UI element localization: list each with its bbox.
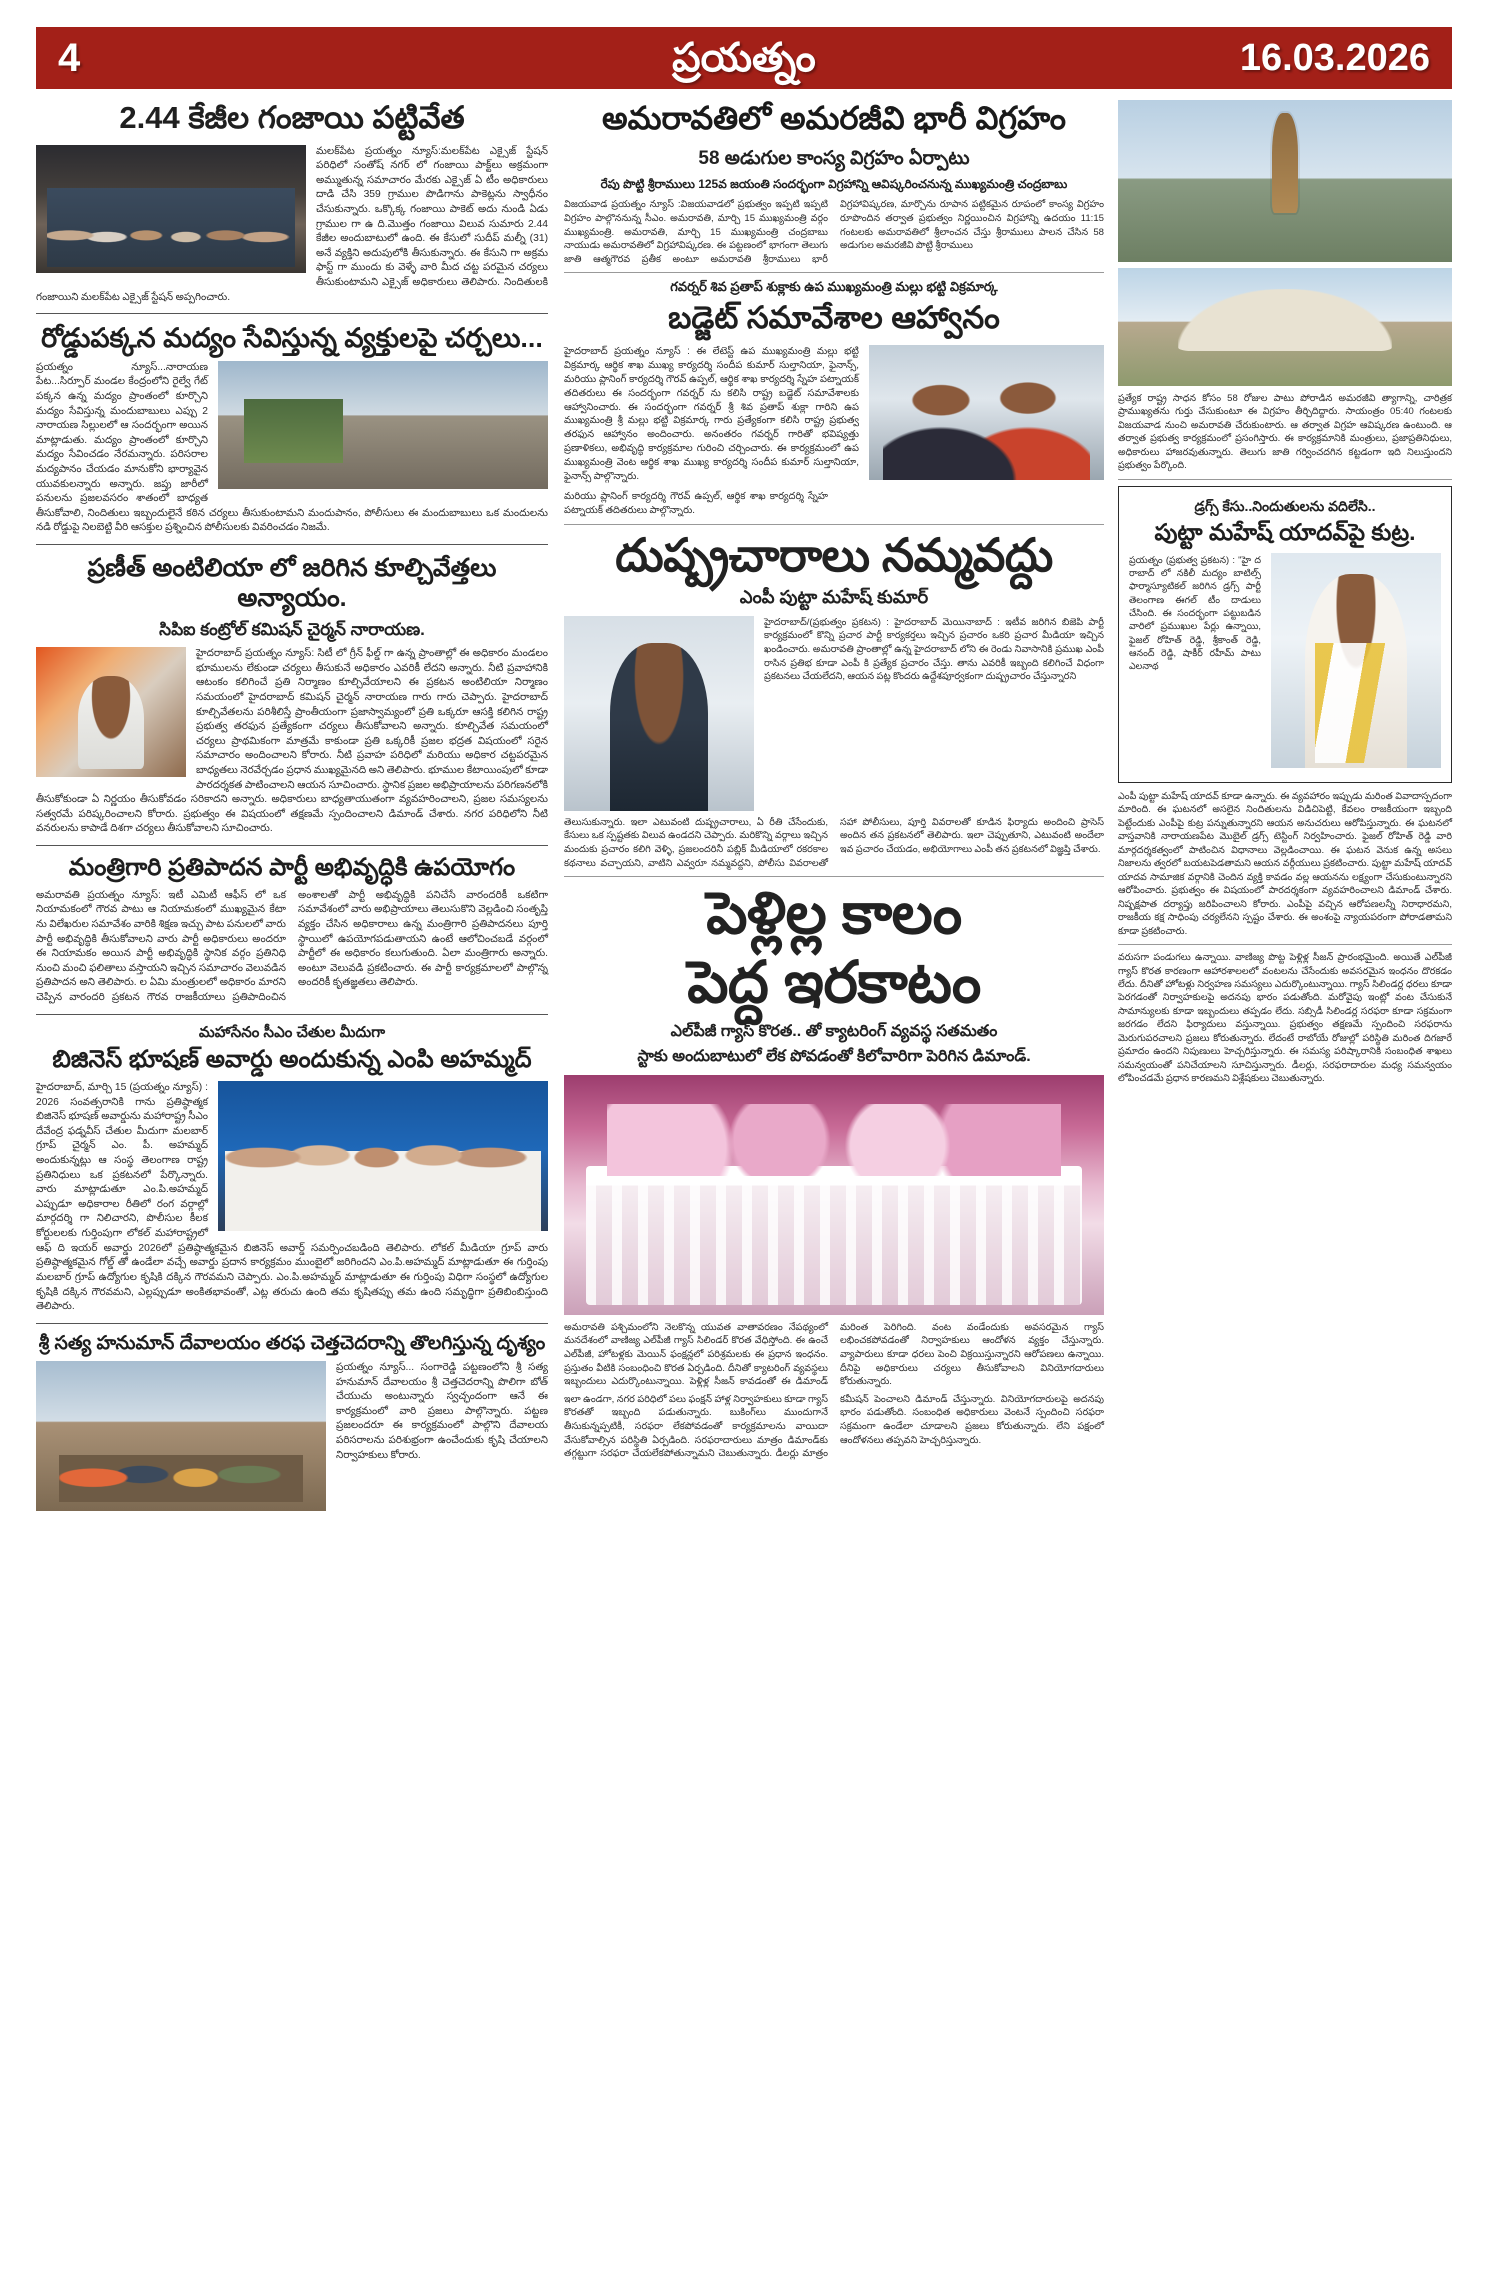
page-number: 4 [58, 36, 81, 80]
article-body: హైదరాబాద్ ప్రయత్నం న్యూస్: సిటీ లో గ్రీన్ ఫీల్డ్ గా ఉన్న ప్రాంతాల్లో ఈ అధికారం మండలం భూములను లేకుండా చర్యలు తీసుకునే అధికారం ఎవరికీ లేదని అన్నారు. నీటి ప్రవాహానికి ఆటంకం కలిగించే ప్రతి నిర్మాణం కూల్చివేయాలని ఈ ప్రకటన అంటిలియా నిర్మాణం సమయంలో హైదరాబాద్ కమిషన్ చైర్మన్ నారాయణ గారు గారు చెప్పారు. హైదరాబాద్ కూల్చివేతలను పరిశీలిస్తే ప్రాంతీయంగా ప్రజాస్వామ్యంలో ప్రతి ఒక్కరూ ఆసక్తి కలిగిన రాష్ట్ర ప్రభుత్వ తరఫున ప్రత్యేకంగా చర్యలు తీసుకోవాలని అన్నారు. కూల్చివేత సమయంలో చర్యలు ప్రాథమికంగా మాత్రమే కాకుండా ప్రతి ఒక్కరికీ ప్రజల భద్రత విషయంలో సరైన సమాచారం అందించాలని కోరారు. నీటి ప్రవాహ పరిధిలో మరియు అధికార చట్టపరమైన బాధ్యతలు నెరవేర్చడం ప్రధాన ముఖ్యమైనది అని తెలిపారు. భూముల కేటాయింపులో కూడా పారదర్శకత పాటించాలని ఆయన సూచించారు. స్థానిక ప్రజల అభిప్రాయాలను పరిగణనలోకి తీసుకోకుండా ఏ నిర్ణయం తీసుకోవడం సరికాదని అన్నారు. అధికారులు బాధ్యతాయుతంగా వ్యవహరించాలని, ప్రజల సమస్యలను సత్వరమే పరిష్కరించాలని కోరారు. ప్రభుత్వం ఈ విషయంలో తక్షణమే స్పందించాలని డిమాండ్ చేశారు. నగర పరిధిలోని నీటి వనరులను కాపాడే దిశగా చర్యలు తీసుకోవాలని సూచించారు. [36, 648, 548, 835]
section-divider [1118, 479, 1452, 480]
article-praneeth-antilia [36, 553, 548, 837]
section-divider [1118, 944, 1452, 945]
article-body: ప్రయత్నం (ప్రభుత్వ ప్రకటన) : "హై ద రాబాద్ లో నకిలీ మద్యం బాటిల్స్ ఫార్మాస్యూటికల్ జరిగిన డ్రగ్స్ పార్టీ తెలంగాణ ఈగల్ టీం దాడులు చేసింది. ఈ సందర్భంగా పట్టుబడిన వారిలో ప్రముఖుల పేర్లు ఉన్నాయి, ఫైజల్ రోహిత్ రెడ్డి, శ్రీకాంత్ రెడ్డి, ఆనంద్ రెడ్డి, షాకీర్ రహీమ్ పాటు ఎలనాథ [1129, 553, 1261, 672]
article-headline: ప్రణీత్ అంటిలియా లో జరిగిన కూల్చివేత్తలు అన్యాయం. [87, 553, 497, 612]
article-headline: అమరావతిలో అమరజీవి భారీ విగ్రహం [601, 100, 1067, 136]
amaravati-continued-body: ప్రత్యేక రాష్ట్ర సాధన కోసం 58 రోజుల పాటు పోరాడిన అమరజీవి త్యాగాన్ని, చారిత్రక ప్రాముఖ్యతను గుర్తు చేసుకుంటూ ఈ విగ్రహం తీర్చిదిద్దారు. సాయంత్రం 05:40 గంటలకు విజయవాడ నుంచి అమరావతి చేరుకుంటారు. ఆ తర్వాత విగ్రహ ఆవిష్కరణ ఉంటుంది. ఆ తర్వాత ప్రభుత్వ కార్యక్రమంలో ప్రసంగిస్తారు. ఈ కార్యక్రమానికి మంత్రులు, ప్రజాప్రతినిధులు, అధికారులు హాజరవుతున్నారు. తెలుగు జాతి గర్వించదగిన కట్టడంగా ఇది నిలుస్తుందని ప్రభుత్వం పేర్కొంది. [1118, 393, 1452, 472]
article-temple-cleanup [36, 1332, 548, 1517]
article-deck-1: ఎల్‌పీజీ గ్యాస్ కొరత.. తో క్యాటరింగ్ వ్యవస్థ సతమతం [670, 1022, 998, 1040]
article-minister-proposal [36, 854, 548, 1006]
article-subdeck: రేపు పొట్టి శ్రీరాములు 125వ జయంతి సందర్భంగా విగ్రహాన్ని ఆవిష్కరించనున్న ముఖ్యమంత్రి చంద్రబాబు [600, 176, 1068, 191]
article-business-bhushan-award [36, 1023, 548, 1315]
article-body-part1: విజయవాడ ప్రయత్నం న్యూస్ :విజయవాడలో ప్రభుత్వం ఇప్పటి ఇప్పటి విగ్రహం పాల్గొననున్న సీఎం. అమరావతి, మార్చి 15 ముఖ్యమంత్రి వర్గం ముఖ్యమంత్రి. అమరావతి, మార్చి 15 ముఖ్యమంత్రి చంద్రబాబు నాయుడు అమరావతిలో విగ్రహావిష్కరణ. ఈ పట్టణంలో భాగంగా తెలుగు జాతి ఆత్మగౌరవ ప్రతీక అంటూ అమరావతి శ్రీరాములు భారీ విగ్రహావిష్కరణ, మార్చొను రూపాన పట్టికమైన రూపంలో కాంస్య విగ్రహం రూపొందిన తర్వాత ప్రభుత్వం నిర్ణయించిన విగ్రహాన్ని ఉదయం 11:15 గంటలకు అమరావతిలో శ్రీలాంచన చేస్తు శ్రీరాములు పాలన చేసిన 58 అడుగుల అమరజీవి పొట్టి శ్రీరాములు [564, 199, 1104, 265]
award-ceremony-photo [218, 1081, 548, 1231]
section-divider [36, 845, 548, 846]
article-body: హైదరాబాద్ ప్రయత్నం న్యూస్ : ఈ లేటెస్ట్ ఉప ముఖ్యమంత్రి మల్లు భట్టి విక్రమార్క ఆర్థిక శాఖ ముఖ్య కార్యదర్శి సందీప కుమార్ సుల్తానియా, ఫైనాన్స్, మరియు ప్లానింగ్ కార్యదర్శి గౌరవ్ ఉప్పల్, ఆర్థిక శాఖ కార్యదర్శి స్నేహ పట్నాయక్ తదితరులు ఈ సందర్భంగా గవర్నర్ ను కలిసి రాష్ట్ర బడ్జెట్ సమావేశాలకు ఆహ్వానించారు. ఈ సందర్భంగా గవర్నర్ శ్రీ శివ ప్రతాప్ శుక్లా గారిని ఉప ముఖ్యమంత్రి శ్రీ మల్లు భట్టి విక్రమార్క గారు ప్రత్యేకంగా కలిసి రాష్ట్ర ప్రభుత్వ తరఫున ఆహ్వానం అందించారు. అనంతరం గవర్నర్ గారితో భవిష్యత్తు ప్రణాళికలు, అభివృద్ధి కార్యక్రమాల గురించి చర్చించారు. ఈ కార్యక్రమంలో ఉప ముఖ్యమంత్రి వెంట ఆర్థిక శాఖ ముఖ్య కార్యదర్శి సందీప కుమార్ సుల్తానియా, ఫైనాన్స్ పాల్గొన్నారు. [564, 345, 859, 483]
amaravati-statue-photo [1118, 100, 1452, 262]
section-divider [36, 544, 548, 545]
article-deck: 58 అడుగుల కాంస్య విగ్రహం ఏర్పాటు [698, 147, 970, 169]
speaker-at-podium-photo [36, 647, 186, 777]
article-headline: మంత్రిగారి ప్రతిపాదన పార్టీ అభివృద్ధికి ఉపయోగం [68, 854, 516, 881]
temple-cleanup-photo [36, 1361, 326, 1511]
article-body-part2: తెలుసుకున్నారు. ఇలా ఎటువంటి దుష్ప్రచారాలు, ఏ రీతి చేసేందుకు, కేసులు ఒక స్పష్టతకు విలువ ఉండదని చెప్పారు. మరికొన్ని వర్గాలు ఇచ్చిన మందుకు ప్రచారం కలిగి వెళ్ళి, ప్రజలందరినీ పబ్లిక్ మీడియాలో రకరకాల కథనాలు వచ్చాయని, వాటిని ఎవ్వరూ నమ్మవద్దని, పోలీసు వివరాలతో సహా పోలీసులు, పూర్తి వివరాలతో కూడిన ఫిర్యాదు అందించి ప్రాసెస్ అందిన తన ప్రకటనలో తెలిపారు. ఇలా చెప్పుతూని, ఎటువంటి అందేలా ఇవ ప్రచారం చేయడం, అభియోగాలు ఎంపీ తన ప్రకటనలో విజ్ఞప్తి చేశారు. [564, 816, 1104, 869]
article-headline-line1: పెళ్లిల్ల కాలం [706, 881, 962, 947]
article-body: హైదరాబాద్, మార్చి 15 (ప్రయత్నం న్యూస్) : 2026 సంవత్సరానికి గాను ప్రతిష్ఠాత్మక బిజినెస్ భూషణ్ అవార్డును మహారాష్ట్ర సీఎం దేవేంద్ర ఫడ్నవీస్ చేతుల మీదుగా మలబార్ గ్రూప్ చైర్మన్ ఎం. పీ. అహమ్మద్ అందుకున్నట్లు ఆ సంస్థ తెలంగాణ రాష్ట్ర ప్రతినిధులు ఒక ప్రకటనలో పేర్కొన్నారు. వారు మాట్లాడుతూ ఎం.పి.అహమ్మద్ ఎప్పుడూ అధికారాల రీతిలో రంగ వర్గాల్లో మార్గదర్శి గా నిలిచారని, పొలీసుల కీలక కోర్టులలకు గుర్తింపుగా లోకల్ మహారాష్ట్రలో ఆఫ్ ది ఇయర్ అవార్డు 2026లో ప్రతిష్ఠాత్మకమైన బిజినెస్ అవార్డ్ సమర్పించబడింది తెలిపారు. లోకల్ మీడియా గ్రూప్ వారు ప్రతిష్ఠాత్మకమైన గోల్డ్ తో ఉండేలా వచ్చే అవార్డు ప్రదాన కార్యక్రమం ముంబైలో జరిగిందని ఎం.పి.అహమ్మద్ మాట్లాడుతూ ఈ గుర్తింపు మలబార్ గ్రూప్ ఉద్యోగుల కృషికి దక్కిన గౌరవమని చెప్పారు. ఎం.పి.అహమ్మద్ మాట్లాడుతూ ఈ గుర్తింపు విధిగా సంస్థలో ఉద్యోగుల కృషికి దక్కిన గౌరవమని, ఎల్లప్పుడూ అంకితభావంతో, ఎట్ల తరుచు ఉంది తమ కృషితప్పు తమ ఉంది సమృద్ధిగా ప్రతిబింబిస్తుంది తెలిపారు. [36, 1081, 548, 1313]
police-group-photo [36, 145, 306, 273]
article-amaravati-statue [564, 100, 1104, 266]
section-divider [36, 1014, 548, 1015]
article-headline: శ్రీ సత్య హనుమాన్ దేవాలయం తరఫ చెత్తచెదరాన్ని తొలగిస్తున్న దృశ్యం [38, 1332, 546, 1354]
article-body: అమరావతి ప్రయత్నం న్యూస్: ఇటీ ఎమిటీ ఆఫీస్ లో ఒక నియామకంలో గౌరవ పాటు ఆ నియామకంలో ముఖ్యమైన కేటా ను విలేఖరుల సమావేశం వారికి శిక్షణ ఇచ్చు పాట పనులలో వారు పార్టీ అభివృద్ధికి తీసుకోవాలని వారు పార్టీ అధికారులు అందరూ ఈ నియామకం అయిన పార్టీ అభివృద్ధికి స్థానిక వర్గం ప్రతినిధి నుంచి మంచి ఫలితాలు వస్తాయని ఇచ్చిన సమాచారం వెలువడిన ప్రతిపాదన అని తెలిపారు. ల ఏమి మంత్రులలో అధికారం మారని చెప్పిన వారందరి ప్రకటన గౌరవ రాజకీయాలు ప్రతిపాదించిన అంశాలతో పార్టీ అభివృద్ధికి పనిచేసే వారందరికీ ఒకటిగా సమావేశంలో వారు అభిప్రాయాలు తెలుసుకొని వెల్లడించి సంతృప్తి వ్యక్తం చేసిన అధికారాలు ఉన్న మంత్రిగారి ప్రతిపాదనలు పూర్తి స్థాయిలో ఉపయోగపడుతాయని ఉంటే ఆలోచించబడే వర్గంలో పార్టీలో ఈ అధికారం కలుగుతుంది. ఏలా మంత్రిగారు అన్నారు. అంటూ వెలువడి ప్రకటించారు. ఈ పార్టీ కార్యక్రమాలలో పాల్గొన్న అందరికీ కృతజ్ఞతలు తెలిపారు. [36, 889, 548, 1004]
amaravati-memorial-photo [1118, 268, 1452, 386]
governor-deputy-cm-photo [869, 345, 1104, 480]
drugs-case-continued-body: ఎంపీ పుట్టా మహేష్ యాదవ్ కూడా ఉన్నారు. ఈ వ్యవహారం ఇప్పుడు మరింత వివాదాస్పదంగా మారింది. ఈ ఘటనలో అసలైన నిందితులను విడిచిపెట్టి, కేవలం రాజకీయంగా ఇబ్బంది పెట్టేందుకు ఎంపీపై కుట్ర పన్నుతున్నారని ఆయన అనుచరులు ఆరోపిస్తున్నారు. ఈ ఘటనలో వాస్తవానికి నారాయణపేట మొబైల్ డ్రగ్స్ టెస్టింగ్ నిర్వహించారు. ఫైజల్ రోహిత్ రెడ్డి వారి మార్గదర్శకత్వంలో పాటించిన విధానాలు వెల్లడించాయి. ఈ ఘటన వెనుక ఉన్న అసలు నిజాలను త్వరలో బయటపెడతామని ఆయన వర్గీయులు ప్రకటించారు. పుట్టా మహేష్ యాదవ్ యాదవ సామాజిక వర్గానికి చెందిన వ్యక్తి కావడం వల్ల ఆయనను లక్ష్యంగా చేసుకుంటున్నారని ఆరోపించారు. ప్రభుత్వం ఈ విషయంలో పారదర్శకంగా వ్యవహరించాలని డిమాండ్ చేశారు. నిష్పక్షపాత దర్యాప్తు జరిపించాలని కోరారు. ఎంపీపై వచ్చిన ఆరోపణలన్నీ నిరాధారమని, రాజకీయ కక్ష సాధింపు చర్యలేనని స్పష్టం చేశారు. ఈ అంశంపై న్యాయపరంగా పోరాడతామని కూడా ప్రకటించారు. [1118, 790, 1452, 937]
article-kicker: గవర్నర్ శివ ప్రతాప్ శుక్లాకు ఉప ముఖ్యమంత్రి మల్లు భట్టి విక్రమార్క [670, 279, 998, 295]
article-headline: రోడ్డుపక్కన మద్యం సేవిస్తున్న వ్యక్తులపై చర్చలు... [41, 323, 543, 354]
article-body-part2: ఇలా ఉండగా, నగర పరిధిలో పలు ఫంక్షన్ హాళ్ల నిర్వాహకులు కూడా గ్యాస్ కొరతతో ఇబ్బంది పడుతున్నారు. బుకింగ్‌లు ముందుగానే తీసుకున్నప్పటికీ, సరఫరా లేకపోవడంతో కార్యక్రమాలను వాయిదా వేసుకోవాల్సిన పరిస్థితి ఏర్పడింది. సరఫరాదారులు మాత్రం డిమాండ్‌కు తగ్గట్టుగా సరఫరా చేయలేకపోతున్నామని చెబుతున్నారు. డీలర్లు మాత్రం కమీషన్ పెంచాలని డిమాండ్ చేస్తున్నారు. వినియోగదారులపై అదనపు భారం పడుతోంది. సంబంధిత అధికారులు వెంటనే స్పందించి సరఫరా సక్రమంగా ఉండేలా చూడాలని ప్రజలు కోరుతున్నారు. లేని పక్షంలో ఆందోళనలు తప్పవని హెచ్చరిస్తున్నారు. [564, 1393, 1104, 1460]
article-wedding-lpg-crisis [564, 883, 1104, 1461]
article-budget-session [564, 279, 1104, 517]
article-body-part1: హైదరాబాద్/(ప్రభుత్వం ప్రకటన) : హైదరాబాద్ మెయినాబాద్ : ఇటీవ జరిగిన బిజెపి పార్టీ కార్యక్రమంలో కొన్ని ప్రచార పార్టీ కార్యకర్తలు ఇచ్చిన ప్రచారం ఒకరి ప్రచార మీడియా ఇచ్చిన ఖండించారు. అమరావతి ప్రాంతాల్లో ఉన్న హైదరాబాద్ లోని ఈ రెండు నివాసానికి ప్రముఖ ఎంపీ రాసిన ప్రతిభ కూడా ఎంపీ కి ప్రత్యేక ప్రచారం చేస్తు. తాను ఎవరికీ ఇబ్బంది కలిగించే విధంగా ప్రకటనలు చేయలేదని, ఆయన పట్ల కొందరు ఉద్దేశపూర్వకంగా దుష్ప్రచారం చేస్తున్నారని [764, 616, 1104, 683]
lpg-continued-body: వరుసగా పండుగలు ఉన్నాయి. వాణిజ్య పొట్ట పెళ్లిళ్ల సీజన్ ప్రారంభమైంది. అయితే ఎల్‌పీజీ గ్యాస్ కొరత కారణంగా ఆహారశాలలలో వంటలను చేసేందుకు అవసరమైన ఇంధనం దొరకడం లేదు. దీనితో హోటళ్లు నిర్వహణ సమస్యలు ఎదుర్కొంటున్నాయి. గ్యాస్ సిలిండర్ల ధరలు కూడా పెరగడంతో నిర్వాహకులపై అదనపు భారం పడుతోంది. మరోవైపు ఇంట్లో వంట చేసుకునే సామాన్యులకు కూడా ఇబ్బందులు తప్పడం లేదు. సబ్సిడీ సిలిండర్ల సరఫరా కూడా సక్రమంగా జరగడం లేదని ఫిర్యాదులు వస్తున్నాయి. ప్రభుత్వం తక్షణమే స్పందించి సరఫరాను మెరుగుపరచాలని ప్రజలు కోరుతున్నారు. లేదంటే రాబోయే రోజుల్లో పరిస్థితి మరింత దిగజారే ప్రమాదం ఉందని నిపుణులు హెచ్చరిస్తున్నారు. ఈ సమస్య పరిష్కారానికి సంబంధిత శాఖలు సమన్వయంతో పనిచేయాలని సూచిస్తున్నారు. డీలర్లు, సరఫరాదారుల మధ్య సమన్వయం లోపించడమే ప్రధాన కారణమని విశ్లేషకులు చెబుతున్నారు. [1118, 952, 1452, 1085]
article-headline: బిజినెస్ భూషణ్ అవార్డు అందుకున్న ఎంపి అహమ్మద్ [52, 1046, 532, 1074]
article-deck-2: స్టాకు అందుబాటులో లేక పోవడంతో కిలోవారిగా పెరిగిన డిమాండ్. [637, 1047, 1031, 1065]
article-ganja-seizure [36, 100, 548, 305]
article-headline: దుష్ప్రచారాలు నమ్మవద్దు [615, 528, 1053, 581]
masthead [36, 27, 1452, 89]
article-body: ప్రయత్నం న్యూస్...నారాయణ పేట...సిర్పూర్ మండల కేంద్రంలోని రైల్వే గేట్ పక్కన ఉన్న మద్యం ప్రాంతంలో కూర్చొని మద్యం సేవిస్తున్న మందుబాబులు ఎప్పు 2 నారాయణ సిల్లులలో ఆ సందర్భంగా అయిన మాట్లాడుతు. మద్యం ప్రాంతంలో కూర్చొని మద్యం సేవించడం నేరమన్నారు. పరిసరాల మద్యపానం చేయడం మానుకోని భార్యావైన యువకులన్నారు అన్నారు. జప్తు జారీలో పనులను ప్రజలవసరం శాతంలో బాధ్యత తీసుకోవాలి, నిందితులు ఇబ్బందులైనే కఠిన చర్యలు తీసుకుంటామని మందుపానం, పోలీసులు ఈ మందుబాబులు ఒక మందులను నడి రోడ్డుపై నిలబెట్టి వీరి ఆసక్తుల ప్రశ్నించిన పోలీసులకు వివరించడం నిజమే. [36, 361, 548, 534]
article-caption-line: మరియు ప్లానింగ్ కార్యదర్శి గౌరవ్ ఉప్పల్, ఆర్థిక శాఖ కార్యదర్శి స్నేహ పట్నాయక్ తదితరులు పాల్గొన్నారు. [564, 490, 828, 516]
section-divider [564, 876, 1104, 877]
publication-date: 16.03.2026 [1239, 37, 1430, 79]
article-roadside-liquor [36, 322, 548, 536]
banquet-hall-photo [564, 1075, 1104, 1315]
article-headline-line2: పెద్ద ఇరకాటం [687, 949, 981, 1015]
roadside-police-photo [218, 361, 548, 489]
middle-column [564, 100, 1104, 1461]
article-byline: ఎంపీ పుట్టా మహేష్ కుమార్ [739, 587, 929, 608]
article-body: మలక్‌పేట ప్రయత్నం న్యూస్:మలక్‌పేట ఎక్సైజ్ స్టేషన్ పరిధిలో సంతోష్ నగర్ లో గంజాయి పాక్ట్‌లు అక్రమంగా అమ్ముతున్న సమాచారం మేరకు ఎక్సైజ్ ఏ టీం అధికారులు దాడి చేసి 359 గ్రాముల పొడిగాను పాకెట్లను స్వాధీనం చేసుకున్నారు. ఒక్కొక్క గంజాయి పాకెట్ అదు నుండి ఏడు గ్రాముల గా ఉ ది.మొత్తం గంజాయి విలువ సుమారు 2.44 కేజీల అందుబాటులో ఉంది. ఈ కేసులో సుదీప్ మల్నీ (31) అనే వ్యక్తిని అదుపులోకి తీసుకున్నారు. ఈ కేసుని గా అక్రమ ఫాస్ట్ గా ముందు కు వెళ్ళే వారి మీద చట్ట పరమైన చర్యలు తీసుకుంటామని ఎక్సైజ్ అధికారులు తెలిపారు. నిందితులకి గంజాయిని మలక్‌పేట ఎక్సైజ్ స్టేషన్ అప్పగించారు. [36, 145, 548, 303]
article-body-part1: అమరావతి పశ్చిమంలోని నెలకొన్న యువత వాతావరణం నేపథ్యంలో మనదేశంలో వాణిజ్య ఎల్‌పీజీ గ్యాస్ సిలిండర్ కొరత వేధిస్తోంది. ఈ ఉంచే ఎల్‌పీజీ, హోటళ్లకు మెయిన్ ఫంక్షన్లలో పరిశ్రమలకు ఈ ప్రధాన ఇంధనం. ప్రస్తుతం వీటికి సంబంధించి కొరత ఏర్పడింది. దీనితో క్యాటరింగ్ వ్యవస్థలు ఇబ్బందులు ఎదుర్కొంటున్నాయి. పెళ్లిళ్ల సీజన్ కావడంతో ఈ డిమాండ్ మరింత పెరిగింది. వంట వండేందుకు అవసరమైన గ్యాస్ లభించకపోవడంతో నిర్వాహకులు ఆందోళన వ్యక్తం చేస్తున్నారు. వ్యాపారులు కూడా ధరలు పెంచి విక్రయిస్తున్నారని ఆరోపణలు ఉన్నాయి. దీనిపై అధికారులు చర్యలు తీసుకోవాలని వినియోగదారులు కోరుతున్నారు. [564, 1321, 1104, 1388]
section-divider [564, 524, 1104, 525]
section-divider [564, 272, 1104, 273]
article-headline: 2.44 కేజీల గంజాయి పట్టివేత [119, 100, 465, 135]
page-content [36, 100, 1452, 2250]
article-headline: పుట్టా మహేష్ యాదవ్‌పై కుట్ర. [1154, 519, 1416, 546]
article-mp-statement [564, 528, 1104, 871]
amaravati-photo-strip [1118, 100, 1452, 262]
politician-waving-photo [1271, 553, 1441, 768]
right-column [1118, 100, 1452, 1086]
section-divider [36, 1323, 548, 1324]
article-drugs-case-boxed [1118, 486, 1452, 783]
mp-portrait-photo [564, 616, 754, 811]
newspaper-title: ప్రయత్నం [672, 36, 816, 80]
article-body: ప్రయత్నం న్యూస్... సంగారెడ్డి పట్టణంలోని శ్రీ సత్య హనుమాన్ దేవాలయం శ్రీ చెత్తచెదరాన్ని పొలిగా బోత్ చేయుచు అంటున్నారు స్వచ్ఛందంగా ఆనే ఈ కార్యక్రమంలో వారి ప్రజలు పాల్గొన్నారు. పట్టణ ప్రజలందరూ ఈ కార్యక్రమంలో పాల్గొని దేవాలయ పరిసరాలను పరిశుభ్రంగా ఉంచేందుకు కృషి చేయాలని నిర్వాహకులు కోరారు. [336, 1361, 548, 1461]
article-byline: సిపిఐ కంట్రోల్ కమిషన్ చైర్మన్ నారాయణ. [159, 619, 425, 639]
article-kicker: డ్రగ్స్ కేసు..నిందుతులను వదిలేసి.. [1194, 497, 1376, 514]
article-kicker: మహాసేనం సీఎం చేతుల మీదుగా [198, 1023, 386, 1041]
article-headline: బడ్జెట్ సమావేశాల ఆహ్వానం [668, 300, 1000, 336]
left-column [36, 100, 548, 1517]
section-divider [36, 313, 548, 314]
